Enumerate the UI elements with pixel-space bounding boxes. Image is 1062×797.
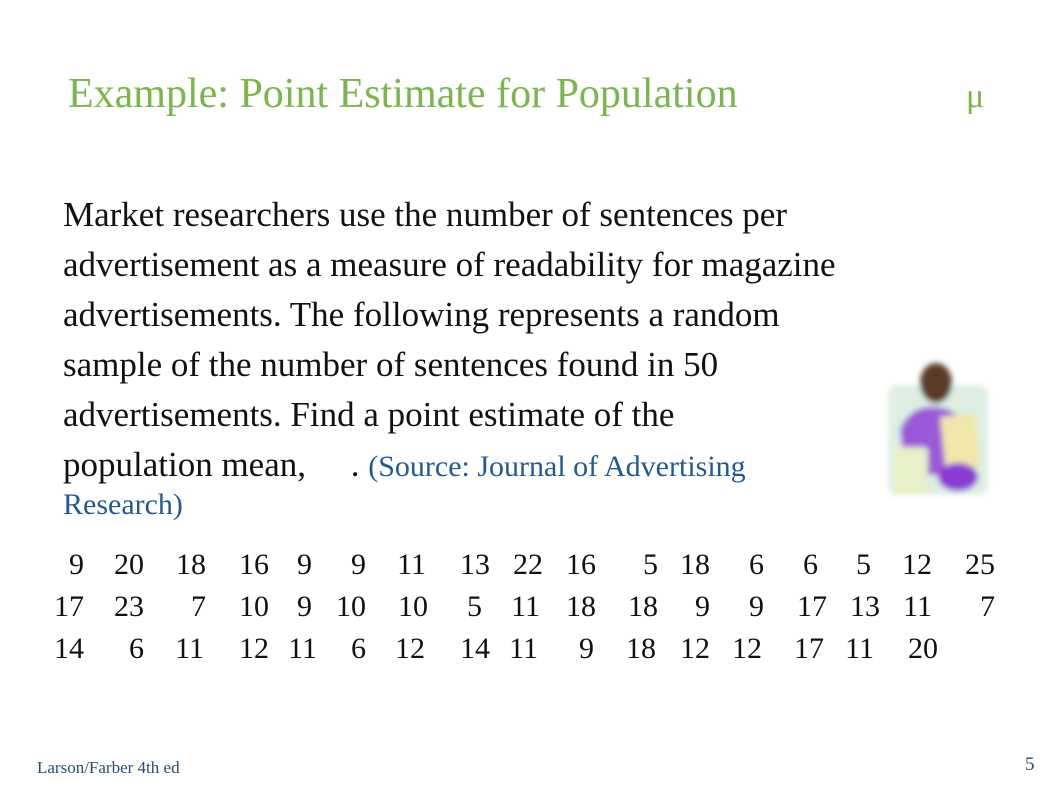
data-value: 17	[797, 590, 827, 623]
data-value: 18	[628, 590, 658, 623]
data-value: 12	[395, 632, 425, 665]
problem-statement	[63, 190, 1003, 524]
data-value: 23	[114, 590, 144, 623]
data-value: 20	[114, 548, 144, 581]
body-line: advertisements. The following represents a random	[63, 295, 780, 334]
data-value: 13	[850, 590, 880, 623]
data-value: 6	[803, 548, 818, 581]
data-row	[40, 548, 1010, 590]
person-reading-icon	[880, 355, 995, 505]
body-line: sample of the number of sentences found in 50	[63, 345, 719, 384]
title-mu-symbol: μ	[966, 78, 985, 115]
data-row	[40, 632, 1010, 674]
data-value: 9	[695, 590, 710, 623]
data-value: 5	[643, 548, 658, 581]
data-row	[40, 590, 1010, 632]
data-value: 17	[54, 590, 84, 623]
body-line: advertisement as a measure of readability for magazine	[63, 245, 836, 284]
data-value: 10	[398, 590, 428, 623]
body-line: Market researchers use the number of sentences per	[63, 195, 787, 234]
data-value: 18	[680, 548, 710, 581]
data-value: 9	[297, 590, 312, 623]
data-value: 5	[856, 548, 871, 581]
data-value: 18	[626, 632, 656, 665]
data-value: 16	[239, 548, 269, 581]
data-value: 18	[566, 590, 596, 623]
data-value: 5	[467, 590, 482, 623]
data-value: 11	[511, 590, 540, 623]
data-value: 12	[239, 632, 269, 665]
data-value: 9	[351, 548, 366, 581]
data-value: 6	[351, 632, 366, 665]
data-value: 12	[680, 632, 710, 665]
data-value: 6	[129, 632, 144, 665]
data-value: 9	[297, 548, 312, 581]
sample-data-table	[40, 548, 1010, 674]
source-citation: (Source: Journal of Advertising	[332, 450, 710, 483]
data-value: 10	[239, 590, 269, 623]
data-value: 11	[903, 590, 932, 623]
slide-title: Example: Point Estimate for Population	[68, 71, 738, 117]
data-value: 7	[191, 590, 206, 623]
data-value: 11	[845, 632, 874, 665]
footer-credit: Larson/Farber 4th ed	[37, 758, 180, 777]
data-value: 10	[336, 590, 366, 623]
data-value: 22	[513, 548, 543, 581]
data-value: 9	[69, 548, 84, 581]
page-number: 5	[1025, 754, 1035, 775]
data-value: 20	[908, 632, 938, 665]
body-last-line	[63, 440, 1003, 492]
data-value: 12	[902, 548, 932, 581]
data-value: 25	[965, 548, 995, 581]
data-value: 6	[749, 548, 764, 581]
data-value: 18	[176, 548, 206, 581]
data-value: 14	[460, 632, 490, 665]
data-value: 14	[54, 632, 84, 665]
data-value: 12	[732, 632, 762, 665]
data-value: 13	[460, 548, 490, 581]
data-value: 17	[794, 632, 824, 665]
source-citation-continued: Research)	[63, 488, 183, 521]
population-mean-text: population mean, .	[63, 445, 324, 484]
data-value: 7	[980, 590, 995, 623]
data-value: 11	[288, 632, 317, 665]
data-value: 11	[397, 548, 426, 581]
data-value: 9	[579, 632, 594, 665]
body-line: advertisements. Find a point estimate of the	[63, 395, 675, 434]
data-value: 11	[175, 632, 204, 665]
data-value: 16	[566, 548, 596, 581]
data-value: 9	[749, 590, 764, 623]
data-value: 11	[509, 632, 538, 665]
